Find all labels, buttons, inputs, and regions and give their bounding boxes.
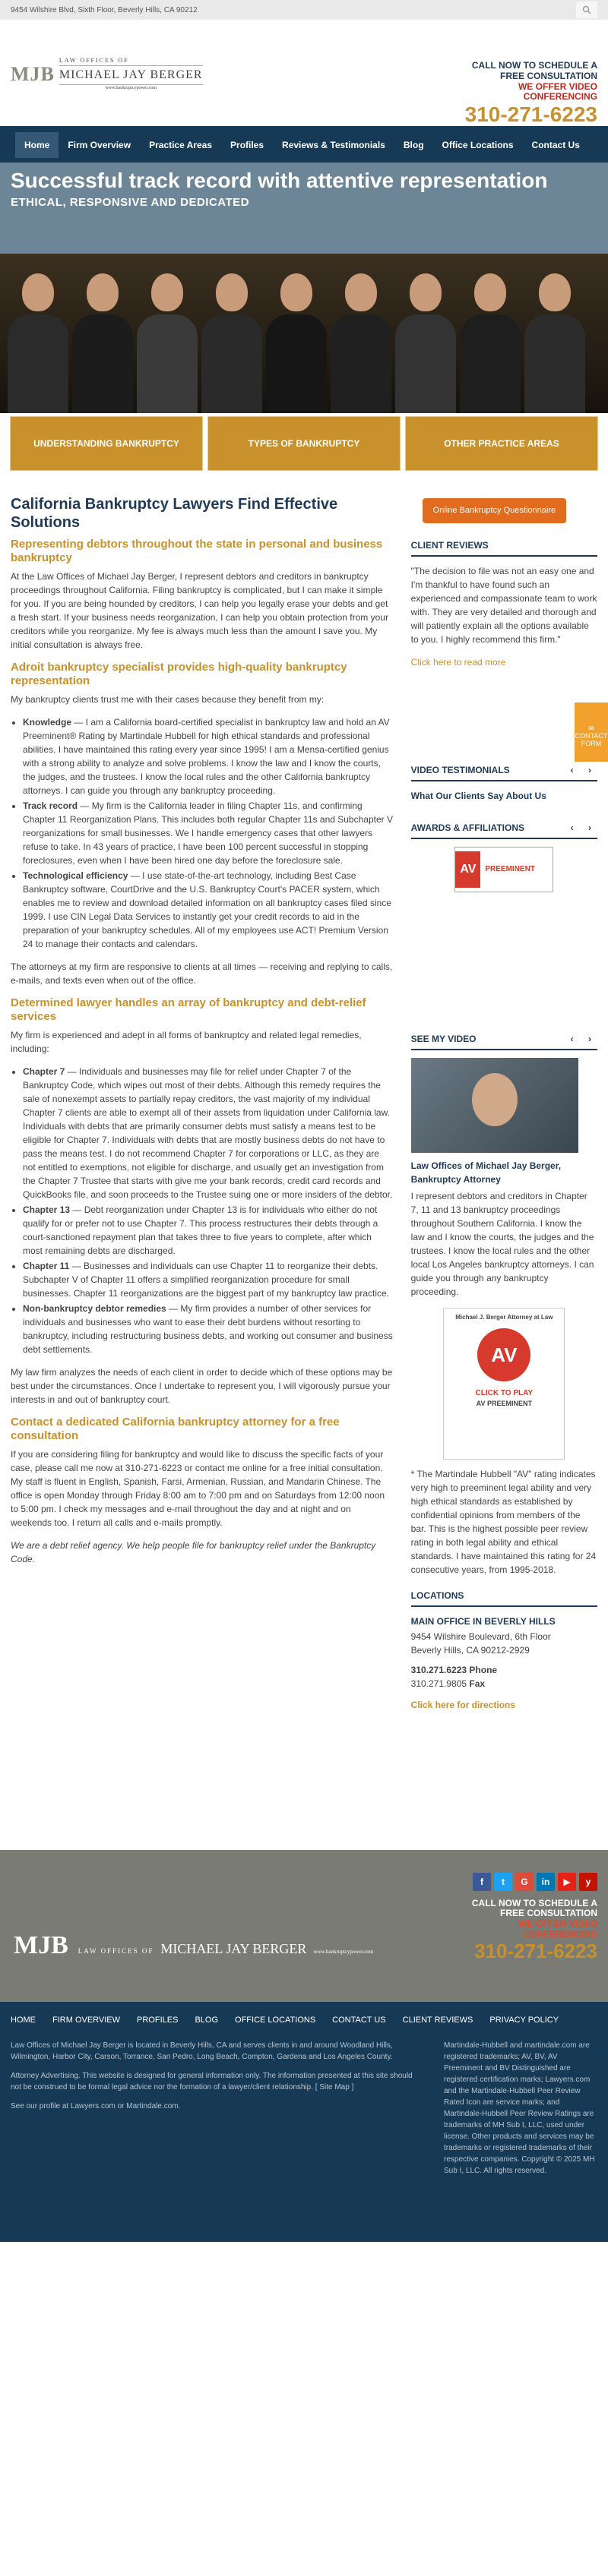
hero-banner <box>0 163 608 413</box>
twitter-icon[interactable]: t <box>494 1873 512 1891</box>
nav-reviews[interactable]: Reviews & Testimonials <box>282 140 385 150</box>
footer-text: Attorney Advertising. This website is designed for general information only. The information presented at this site should not be construed to be formal legal advice nor the formation of a lawyer/client relationship. [ Site Map ] <box>11 2072 413 2091</box>
nav-profiles[interactable]: Profiles <box>230 140 264 150</box>
footer-call-box: CALL NOW TO SCHEDULE A FREE CONSULTATION WE OFFER VIDEO CONFERENCING 310-271-6223 <box>471 1897 597 1962</box>
site-header <box>0 20 608 126</box>
review-quote: "The decision to file was not an easy one and I'm thankful to have found such an experienced and compassionate team to work with. They are very detailed and thorough and will patiently explain all the options available to you. I highly recommend this firm." <box>410 565 597 645</box>
footer-text: Law Offices of Michael Jay Berger is located in Beverly Hills, CA and serves clients in and around Woodland Hills, Wilmington, Harbor City, Carson, Torrance, San Pedro, Long Beach, Compton, Gardena and Los Angeles County. <box>11 2041 393 2061</box>
hero-title: Successful track record with attentive representation <box>11 169 548 192</box>
office-address: 9454 Wilshire Boulevard, 6th Floor Beverly Hills, CA 90212-2929 <box>410 1631 551 1656</box>
footer-text: See our profile at Lawyers.com or Martindale.com. <box>11 2102 181 2110</box>
carousel-arrows-icon[interactable]: ‹ › <box>570 764 597 775</box>
footer-nav-home[interactable]: HOME <box>11 2015 36 2025</box>
paragraph: My bankruptcy clients trust me with their cases because they benefit from my: <box>11 694 325 705</box>
office-fax: 310.271.9805 Fax <box>410 1678 486 1689</box>
video-testimonials-link[interactable]: What Our Clients Say About Us <box>410 790 546 801</box>
footer-nav-office-locations[interactable]: OFFICE LOCATIONS <box>235 2015 316 2025</box>
content-area <box>0 474 608 1721</box>
team-photo <box>0 254 608 413</box>
video-description: I represent debtors and creditors in Chapter 7, 11 and 13 bankruptcy proceedings throughout Southern California. I know the law and I know the courts, the judges and the trustees. I know the local rules and the other local Los Angeles bankruptcy attorneys. I can guide you through any bankruptcy proceeding. <box>410 1190 594 1297</box>
read-more-link[interactable]: Click here to read more <box>410 656 506 668</box>
google-icon[interactable]: G <box>515 1873 534 1891</box>
footer-nav-blog[interactable]: BLOG <box>195 2015 219 2025</box>
section-heading: Contact a dedicated California bankruptcy attorney for a free consultation <box>11 1416 340 1442</box>
logo-monogram: MJB <box>11 63 55 85</box>
list-item: • Chapter 13 — Debt reorganization under Chapter 13 is for individuals who either do not qualify for or prefer not to use Chapter 7. This process restructures their debts through a court-sanctioned repayment plan that takes three to five years to complete, after which most remaining debts are discharged. <box>23 1203 394 1258</box>
social-icons <box>473 1873 597 1891</box>
preeminent-badge: AV PREEMINENT <box>454 847 553 892</box>
footer-nav-profiles[interactable]: PROFILES <box>137 2015 179 2025</box>
contact-form-tab[interactable]: ✉ CONTACT FORM <box>575 702 608 762</box>
top-bar <box>0 0 608 20</box>
video-title: Law Offices of Michael Jay Berger, Bankruptcy Attorney <box>410 1160 562 1185</box>
directions-link[interactable]: Click here for directions <box>410 1699 516 1710</box>
locations-header: LOCATIONS <box>411 1586 597 1607</box>
search-icon[interactable] <box>576 2 597 18</box>
paragraph: The attorneys at my firm are responsive to clients at all times — receiving and replying to calls, e-mails, and texts even when out of the office. <box>11 961 393 986</box>
logo-line2: MICHAEL JAY BERGER <box>59 65 203 85</box>
list-item: • Chapter 11 — Businesses and individuals can use Chapter 11 to reorganize their debts. Subchapter V of Chapter 11 offers a simplified reorganization procedure for small businesses. Chapter 11 reorganizations are the biggest part of my bankruptcy law practice. <box>23 1259 394 1300</box>
hero-subtitle: ETHICAL, RESPONSIVE AND DEDICATED <box>11 196 250 210</box>
video-line2: CONFERENCING <box>523 91 597 103</box>
footer-phone[interactable]: 310-271-6223 <box>474 1939 597 1962</box>
nav-practice-areas[interactable]: Practice Areas <box>149 140 213 150</box>
questionnaire-button[interactable]: Online Bankruptcy Questionnaire <box>423 498 566 523</box>
call-line1: CALL NOW TO SCHEDULE A <box>471 60 597 71</box>
main-nav <box>0 126 608 163</box>
practice-tabs <box>0 413 608 474</box>
footer-nav-firm-overview[interactable]: FIRM OVERVIEW <box>52 2015 121 2025</box>
footer-logo[interactable]: MJB LAW OFFICES OF MICHAEL JAY BERGER www.bankruptcypower.com <box>14 1930 374 1959</box>
awards-header: AWARDS & AFFILIATIONS ‹ › <box>411 818 597 839</box>
carousel-arrows-icon[interactable]: ‹ › <box>570 822 597 833</box>
list-item: • Technological efficiency — I use state-of-the-art technology, including Best Case Bankruptcy software, CourtDrive and the U.S. Bankruptcy Court's PACER system, which enables me to review and download detailed information on all bankruptcy cases filed since 1999. I use CIN Legal Data Services to instantly get your credit records to aid in the preparation of your bankruptcy schedules. All of my employees use ACT! Premium Version 24 to manage their contacts and calendars. <box>23 869 394 951</box>
reviews-header: CLIENT REVIEWS <box>411 535 597 557</box>
tab-other-practice-areas[interactable]: OTHER PRACTICE AREAS <box>405 416 598 471</box>
nav-firm-overview[interactable]: Firm Overview <box>68 140 131 150</box>
av-video-badge[interactable]: Michael J. Berger Attorney at Law AV CLICK TO PLAY AV PREEMINENT <box>443 1308 565 1460</box>
footer-nav-contact-us[interactable]: CONTACT US <box>332 2015 386 2025</box>
section-heading: Determined lawyer handles an array of bankruptcy and debt-relief services <box>11 996 366 1023</box>
list-item: • Knowledge — I am a California board-certified specialist in bankruptcy law and hold an AV Preeminent® Rating by Martindale Hubbell for high ethical standards and professional abilities. I have maintained this rating every year since 1995! I am a Mensa-certified genius with a strong ability to analyze and solve problems. I know the law and I know the courts, the judges, and the trustees. I know the local rules and the other California bankruptcy attorneys. I can guide you through any bankruptcy proceeding. <box>23 715 394 797</box>
paragraph: My law firm analyzes the needs of each client in order to decide which of these options may be best under the circumstances. Once I undertake to represent you, I will vigorously pursue your interests in and out of bankruptcy court. <box>11 1367 393 1405</box>
main-content <box>11 495 394 1721</box>
paragraph: My firm is experienced and adept in all forms of bankruptcy and related legal remedies, including: <box>11 1030 362 1054</box>
mail-icon: ✉ <box>588 724 594 732</box>
logo-line1: LAW OFFICES OF <box>59 57 129 64</box>
office-phone[interactable]: 310.271.6223 Phone <box>410 1664 498 1675</box>
tab-types-of-bankruptcy[interactable]: TYPES OF BANKRUPTCY <box>207 416 401 471</box>
tab-understanding-bankruptcy[interactable]: UNDERSTANDING BANKRUPTCY <box>10 416 203 471</box>
footer-legal: Martindale-Hubbell and martindale.com are registered trademarks; AV, BV, AV Preeminent and BV Distinguished are registered certification marks; Lawyers.com and the Martindale-Hubbell Peer Review Rated Icon are service marks; and Martindale-Hubbell Peer Review Ratings are trademarks of MH Sub I, LLC, used under license. Other products and services may be trademarks or registered trademarks of their respective companies. Copyright © 2025 MH Sub I, LLC. All rights reserved. <box>444 2041 595 2175</box>
page-title: California Bankruptcy Lawyers Find Effective Solutions <box>11 496 338 531</box>
av-note: * The Martindale Hubbell "AV" rating indicates very high to preeminent legal ability and very high ethical standards as established by confidential opinions from members of the bar. This is the highest possible peer review rating in both legal ability and ethical standards. I have maintained this rating for 24 consecutive years, from 1995-2018. <box>410 1468 597 1575</box>
office-title: MAIN OFFICE IN BEVERLY HILLS <box>410 1615 556 1627</box>
list-item: • Non-bankruptcy debtor remedies — My firm provides a number of other services for individuals and businesses who want to ease their debt burdens without resorting to bankruptcy, including restructuring business debts, and working out consumer and business debt settlements. <box>23 1302 394 1356</box>
footer-bottom <box>0 2034 608 2242</box>
paragraph: We are a debt relief agency. We help people file for bankruptcy relief under the Bankruptcy Code. <box>11 1540 376 1564</box>
site-logo[interactable] <box>11 56 203 92</box>
footer-nav-client-reviews[interactable]: CLIENT REVIEWS <box>402 2015 473 2025</box>
footer-nav-privacy-policy[interactable]: PRIVACY POLICY <box>489 2015 559 2025</box>
see-video-header: SEE MY VIDEO ‹ › <box>411 1029 597 1050</box>
nav-office-locations[interactable]: Office Locations <box>442 140 514 150</box>
nav-blog[interactable]: Blog <box>403 140 424 150</box>
video-line1: WE OFFER VIDEO <box>518 80 597 92</box>
facebook-icon[interactable]: f <box>473 1873 491 1891</box>
header-phone[interactable]: 310-271-6223 <box>464 103 597 127</box>
header-call-box <box>465 61 597 127</box>
nav-contact-us[interactable]: Contact Us <box>531 140 580 150</box>
chapter-list <box>11 1065 394 1356</box>
video-thumbnail[interactable] <box>411 1058 578 1153</box>
section-heading: Representing debtors throughout the state in personal and business bankruptcy <box>11 538 383 564</box>
footer-top <box>0 1850 608 2002</box>
logo-line3: www.bankruptcypower.com <box>105 86 157 90</box>
linkedin-icon[interactable]: in <box>537 1873 555 1891</box>
list-item: • Track record — My firm is the California leader in filing Chapter 11s, and confirming Chapter 11 Reorganization Plans. This includes both regular Chapter 11s and Subchapter V reorganizations for small businesses. We I handle emergency cases that other lawyers refuse to take. In 43 years of practice, I have been 100 percent successful in stopping foreclosures, even when I have been hired one day before the foreclosure sale. <box>23 799 394 867</box>
sidebar <box>411 495 597 1721</box>
hero-title-box <box>0 163 608 254</box>
paragraph: If you are considering filing for bankruptcy and would like to discuss the specific facts of your case, please call me now at 310-271-6223 or contact me online for a free initial consultation. My staff is fluent in English, Spanish, Farsi, Armenian, Russian, and Mandarin Chinese. The office is open Monday through Friday 8:00 am to 7:00 pm and on Saturdays from 12:00 noon to 5:00 pm. I check my messages and e-mail throughout the day and at night and on weekends too. I return all calls and e-mails promptly. <box>11 1449 385 1528</box>
benefit-list <box>11 715 394 951</box>
video-testimonials-header: VIDEO TESTIMONIALS ‹ › <box>411 760 597 781</box>
footer-nav <box>0 2002 608 2035</box>
carousel-arrows-icon[interactable]: ‹ › <box>570 1033 597 1044</box>
section-heading: Adroit bankruptcy specialist provides high-quality bankruptcy representation <box>11 661 347 687</box>
top-address: 9454 Wilshire Blvd, Sixth Floor, Beverly Hills, CA 90212 <box>11 5 198 14</box>
list-item: • Chapter 7 — Individuals and businesses may file for relief under Chapter 7 of the Bankruptcy Code, which wipes out most of their debts. Although this remedy requires the sale of nonexempt assets to partially repay creditors, the vast majority of my individual Chapter 7 clients are able to exempt all of their assets from liquidation under California law. Individuals with debts that are primarily consumer debts must satisfy a means test to be eligible for Chapter 7. Individuals with debts that are mostly business debts do not have to pass the means test. I do not recommend Chapter 7 for corporations or LLC, as they are not entitled to exemptions, not eligible for discharge, and usually get an investigation from the Chapter 7 Trustee that starts with give me your bank records, credit card records and QuickBooks file, and soon proceeds to the Trustee suing one or more insiders of the debtor. <box>23 1065 394 1201</box>
call-line2: FREE CONSULTATION <box>500 70 597 81</box>
youtube-icon[interactable]: ▶ <box>558 1873 576 1891</box>
yelp-icon[interactable]: y <box>579 1873 597 1891</box>
paragraph: At the Law Offices of Michael Jay Berger, I represent debtors and creditors in bankruptcy proceedings throughout California. Filing bankruptcy is complicated, but I can make it simple for you. If you are being hounded by creditors, I can help you legally erase your debts and get a fresh start. If your business needs reorganization, I can help you obtain protection from your creditors while you reorganize. My fee is always much less than the amount I save you. My initial consultation is always free. <box>11 571 388 650</box>
nav-home[interactable]: Home <box>15 132 59 158</box>
